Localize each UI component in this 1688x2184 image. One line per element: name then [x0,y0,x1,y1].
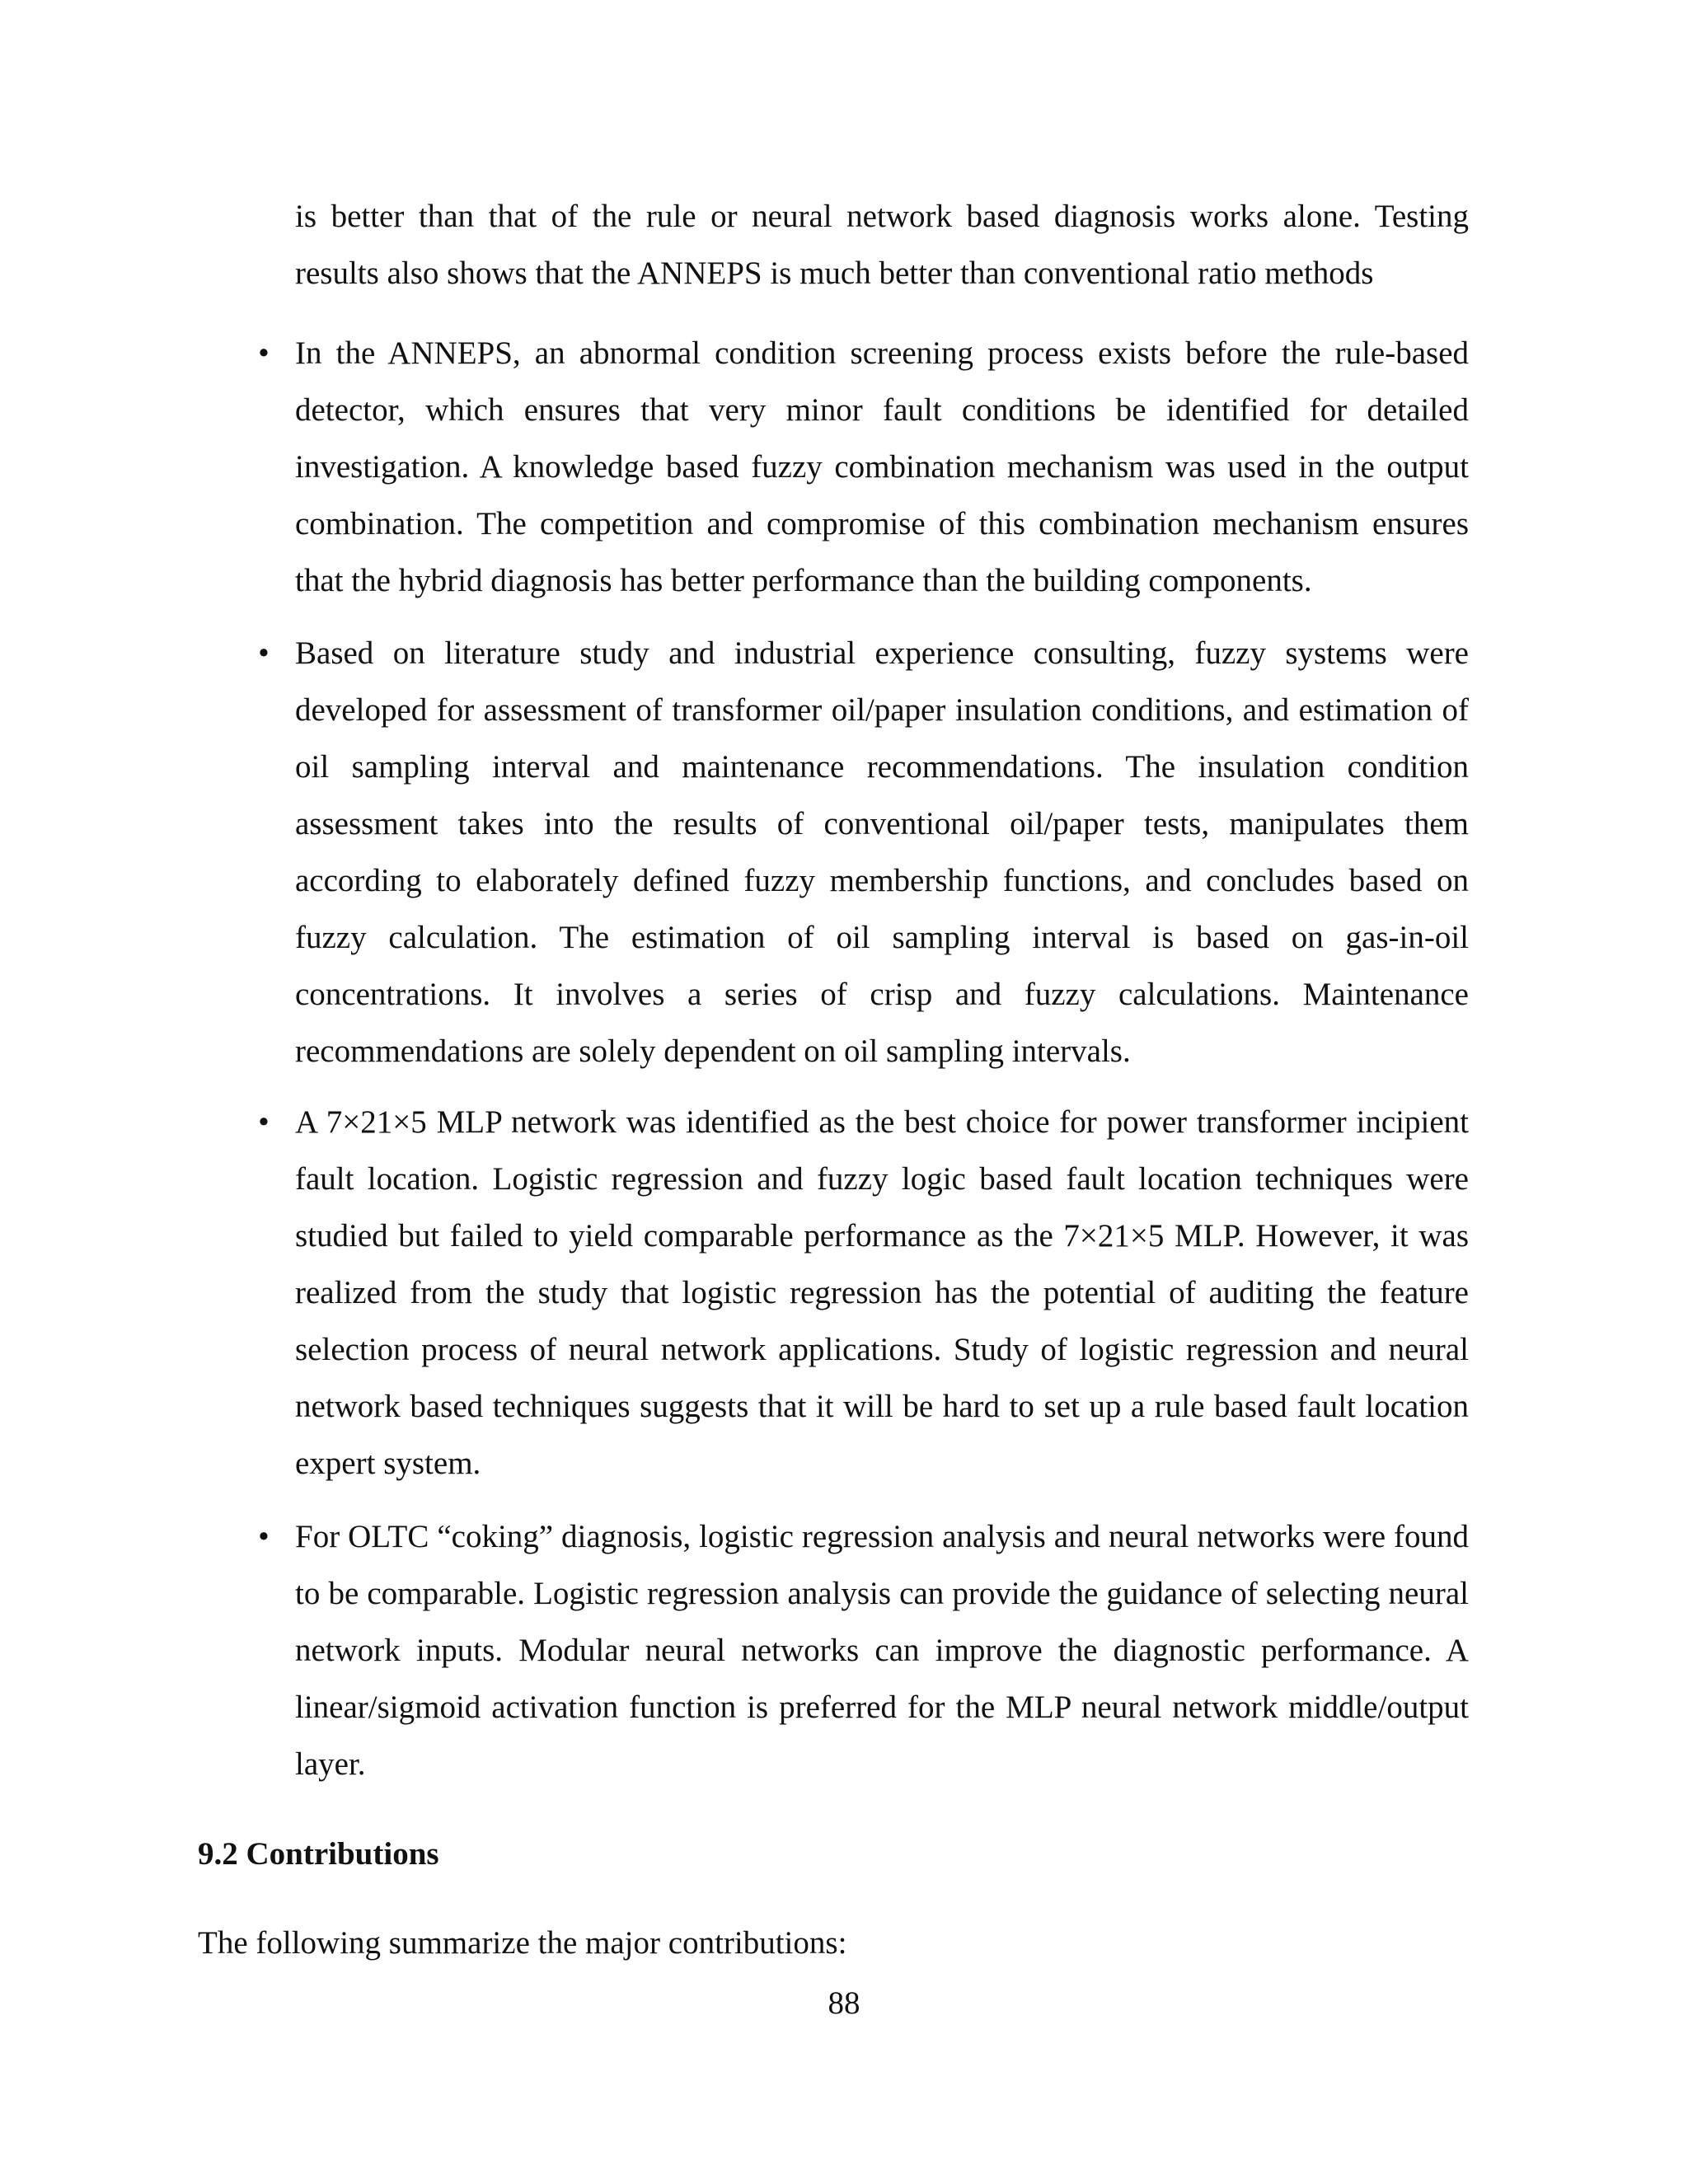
continuation-paragraph: is better than that of the rule or neural network based diagnosis works alone. Testing results also shows that the ANNEPS is much better than conventional ratio methods [295,199,1469,291]
bullet-item [258,1508,1469,1793]
page-number: 88 [828,1985,860,2021]
bullet-icon: • [258,1104,270,1140]
bullet-icon: • [258,635,270,671]
bullet-icon: • [258,335,270,371]
section-heading: 9.2 Contributions [198,1836,439,1872]
bullet-item [258,325,1469,609]
bullet-text: Based on literature study and industrial experience consulting, fuzzy systems were developed for assessment of transformer oil/paper insulation conditions, and estimation of oil sampling interval and maintenance recommendations. The insulation condition assessment takes into the results of conventional oil/paper tests, manipulates them according to elaborately defined fuzzy membership functions, and concludes based on fuzzy calculation. The estimation of oil sampling interval is based on gas-in-oil concentrations. It involves a series of crisp and fuzzy calculations. Maintenance recommendations are solely dependent on oil sampling intervals. [295,635,1469,1069]
bullet-item [258,625,1469,1080]
bullet-item [258,1094,1469,1492]
bullet-text: For OLTC “coking” diagnosis, logistic regression analysis and neural networks were found to be comparable. Logistic regression analysis can provide the guidance of selecting neural network inputs. Modular neural networks can improve the diagnostic performance. A linear/sigmoid activation function is preferred for the MLP neural network middle/output layer. [295,1519,1469,1782]
bullet-icon: • [258,1519,270,1554]
bullet-text: A 7×21×5 MLP network was identified as the best choice for power transformer incipient fault location. Logistic regression and fuzzy logic based fault location techniques were studied but failed to yield comparable performance as the 7×21×5 MLP. However, it was realized from the study that logistic regression has the potential of auditing the feature selection process of neural network applications. Study of logistic regression and neural network based techniques suggests that it will be hard to set up a rule based fault location expert system. [295,1104,1469,1481]
intro-paragraph: The following summarize the major contributions: [198,1925,847,1961]
bullet-text: In the ANNEPS, an abnormal condition screening process exists before the rule-based detector, which ensures that very minor fault conditions be identified for detailed investigation. A knowledge based fuzzy combination mechanism was used in the output combination. The competition and compromise of this combination mechanism ensures that the hybrid diagnosis has better performance than the building components. [295,335,1469,598]
